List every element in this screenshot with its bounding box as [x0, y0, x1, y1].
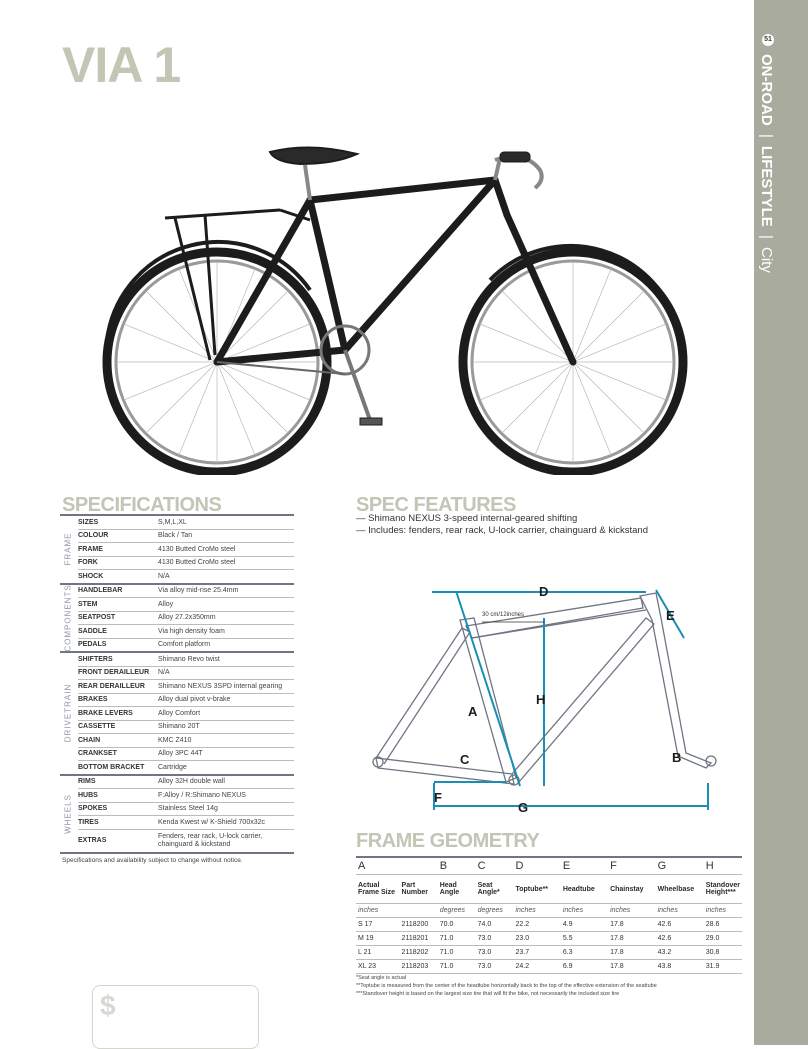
- geo-header: Standover Height***: [704, 875, 742, 904]
- spec-group-wheels: [60, 774, 294, 852]
- spec-key: STEM: [78, 600, 98, 608]
- header-row: [356, 875, 742, 904]
- price-box: [92, 985, 259, 1049]
- geo-cell: 17.8: [608, 932, 656, 946]
- spec-row: [78, 653, 294, 667]
- spec-row: [78, 734, 294, 748]
- spec-row: [78, 816, 294, 830]
- spec-key: BOTTOM BRACKET: [78, 763, 145, 771]
- geo-letter: C: [476, 857, 514, 875]
- geo-letter: A: [356, 857, 400, 875]
- spec-key: CASSETTE: [78, 723, 116, 731]
- label-g: G: [518, 800, 529, 815]
- label-b: B: [672, 750, 682, 765]
- geo-letter: D: [514, 857, 561, 875]
- spec-value: 4130 Butted CroMo steel: [158, 545, 236, 553]
- geo-cell: 70.0: [438, 918, 476, 932]
- table-row: [356, 960, 742, 974]
- spec-value: Stainless Steel 14g: [158, 805, 218, 813]
- geo-unit: inches: [704, 904, 742, 918]
- geometry-diagram: [356, 578, 746, 823]
- spec-key: HUBS: [78, 791, 98, 799]
- geo-cell: 2118202: [400, 946, 438, 960]
- category-label: ON-ROAD: [758, 54, 775, 126]
- spec-row: [78, 570, 294, 583]
- label-c: C: [460, 752, 470, 767]
- spec-row: [78, 748, 294, 762]
- spec-row: [78, 557, 294, 571]
- geo-cell: 6.9: [561, 960, 608, 974]
- spec-row: [78, 830, 294, 852]
- geo-cell: 71.0: [438, 946, 476, 960]
- footnote: *Seat angle is actual: [356, 975, 407, 981]
- spec-key: REAR DERAILLEUR: [78, 682, 145, 690]
- spec-key: SHOCK: [78, 572, 104, 580]
- spec-group-drivetrain: [60, 651, 294, 774]
- geo-cell: 24.2: [514, 960, 561, 974]
- spec-key: CHAIN: [78, 736, 101, 744]
- geo-cell: 17.8: [608, 918, 656, 932]
- geo-cell: 5.5: [561, 932, 608, 946]
- geo-unit: inches: [561, 904, 608, 918]
- label-d: D: [539, 584, 549, 599]
- spec-row: [78, 543, 294, 557]
- grip: [500, 152, 530, 162]
- geo-cell: S 17: [356, 918, 400, 932]
- geo-cell: 23.0: [514, 932, 561, 946]
- spec-row: [78, 612, 294, 626]
- footnote: ***Standover height is based on the largest size tire that will fit the bike, not necessarily the included size tire: [356, 991, 620, 997]
- geo-header: Toptube**: [514, 875, 561, 904]
- geometry-footnotes: [356, 974, 657, 998]
- spec-key: RIMS: [78, 778, 96, 786]
- geo-unit: inches: [356, 904, 400, 918]
- spec-key: HANDLEBAR: [78, 587, 123, 595]
- feature-item: — Includes: fenders, rear rack, U-lock carrier, chainguard & kickstand: [356, 525, 648, 536]
- bike-image: [95, 140, 700, 475]
- spec-row: [78, 776, 294, 790]
- geo-cell: 42.6: [656, 932, 704, 946]
- geo-letter: B: [438, 857, 476, 875]
- geo-cell: 74.0: [476, 918, 514, 932]
- geo-cell: 2118203: [400, 960, 438, 974]
- geo-letter: E: [561, 857, 608, 875]
- group-label: WHEELS: [63, 793, 73, 834]
- geo-unit: inches: [608, 904, 656, 918]
- geo-cell: 22.2: [514, 918, 561, 932]
- spec-key: SIZES: [78, 518, 99, 526]
- geo-unit: degrees: [438, 904, 476, 918]
- geo-header: Chainstay: [608, 875, 656, 904]
- geo-cell: 2118201: [400, 932, 438, 946]
- spec-value: Cartridge: [158, 763, 187, 771]
- spec-table: [60, 514, 294, 854]
- geo-cell: 73.0: [476, 946, 514, 960]
- spec-value: Shimano NEXUS 3SPD internal gearing: [158, 682, 283, 690]
- geo-unit: [400, 904, 438, 918]
- spec-features-list: [356, 513, 648, 537]
- label-a: A: [468, 704, 478, 719]
- geo-cell: 31.9: [704, 960, 742, 974]
- group-label: DRIVETRAIN: [63, 684, 73, 743]
- spec-row: [78, 680, 294, 694]
- top-tube-label: 30 cm/12inches: [482, 612, 525, 618]
- geo-cell: 2118200: [400, 918, 438, 932]
- units-row: [356, 904, 742, 918]
- spec-key: SHIFTERS: [78, 655, 113, 663]
- spec-value: KMC Z410: [158, 736, 192, 744]
- spec-value: Alloy: [158, 600, 174, 608]
- spec-value: S,M,L,XL: [158, 518, 187, 526]
- subcategory-label: LIFESTYLE: [758, 145, 775, 227]
- frame-geometry-heading: FRAME GEOMETRY: [356, 830, 540, 852]
- spec-value: Comfort platform: [158, 641, 211, 649]
- spec-key: SADDLE: [78, 627, 107, 635]
- spec-value: F:Alloy / R:Shimano NEXUS: [158, 791, 246, 799]
- spec-value: N/A: [158, 669, 170, 677]
- table-row: [356, 932, 742, 946]
- spec-value: Alloy Comfort: [158, 709, 201, 717]
- geometry-table: [356, 856, 742, 974]
- spec-row: [78, 789, 294, 803]
- spec-key: CRANKSET: [78, 750, 117, 758]
- spec-key: BRAKES: [78, 696, 108, 704]
- geo-letter: H: [704, 857, 742, 875]
- spec-value: Kenda Kwest w/ K-Shield 700x32c: [158, 818, 266, 826]
- spec-key: SPOKES: [78, 805, 108, 813]
- geo-cell: 43.8: [656, 960, 704, 974]
- geo-cell: 28.6: [704, 918, 742, 932]
- geo-cell: 73.0: [476, 960, 514, 974]
- geo-header: Part Number: [400, 875, 438, 904]
- specifications-heading: SPECIFICATIONS: [62, 494, 222, 516]
- geo-cell: 73.0: [476, 932, 514, 946]
- geo-header: Headtube: [561, 875, 608, 904]
- spec-key: COLOUR: [78, 532, 109, 540]
- geo-unit: inches: [514, 904, 561, 918]
- spec-row: [78, 516, 294, 530]
- geo-header: Actual Frame Size: [356, 875, 400, 904]
- spec-value: Alloy dual pivot v-brake: [158, 696, 231, 704]
- spec-key: SEATPOST: [78, 614, 116, 622]
- spec-key: FORK: [78, 559, 98, 567]
- label-f: F: [434, 790, 442, 805]
- geo-cell: 29.0: [704, 932, 742, 946]
- spec-row: [78, 803, 294, 817]
- spec-value: Alloy 27.2x350mm: [158, 614, 216, 622]
- spec-value: Alloy 32H double wall: [158, 778, 225, 786]
- spec-value: Shimano 20T: [158, 723, 200, 731]
- dollar-icon: $: [100, 990, 116, 1021]
- geo-unit: degrees: [476, 904, 514, 918]
- geo-cell: 43.2: [656, 946, 704, 960]
- geo-header: Head Angle: [438, 875, 476, 904]
- spec-row: [78, 721, 294, 735]
- geo-cell: 71.0: [438, 932, 476, 946]
- label-h: H: [536, 692, 546, 707]
- geo-cell: 17.8: [608, 960, 656, 974]
- geo-letter: F: [608, 857, 656, 875]
- geo-cell: 6.3: [561, 946, 608, 960]
- spec-value: 4130 Butted CroMo steel: [158, 559, 236, 567]
- geo-cell: 30.8: [704, 946, 742, 960]
- geo-cell: 71.0: [438, 960, 476, 974]
- spec-group-frame: [60, 514, 294, 583]
- dimension-lines: [432, 590, 708, 810]
- saddle: [270, 147, 357, 164]
- spec-row: [78, 530, 294, 544]
- spec-value: Fenders, rear rack, U-lock carrier, chainguard & kickstand: [158, 832, 263, 848]
- spec-key: EXTRAS: [78, 837, 107, 844]
- page-number: 51: [762, 34, 774, 46]
- spec-row: [78, 761, 294, 774]
- page-title: VIA 1: [62, 37, 181, 93]
- seatpost: [305, 165, 310, 200]
- geo-cell: 4.9: [561, 918, 608, 932]
- geo-header: Seat Angle*: [476, 875, 514, 904]
- spec-row: [78, 625, 294, 639]
- spec-key: FRONT DERAILLEUR: [78, 669, 150, 677]
- label-e: E: [666, 608, 675, 623]
- geo-letter: G: [656, 857, 704, 875]
- spec-row: [78, 639, 294, 652]
- spec-key: FRAME: [78, 545, 103, 553]
- spec-key: PEDALS: [78, 641, 107, 649]
- geo-cell: M 19: [356, 932, 400, 946]
- spec-row: [78, 694, 294, 708]
- spec-value: Shimano Revo twist: [158, 655, 220, 663]
- spec-value: Via alloy mid-rise 25.4mm: [158, 587, 239, 595]
- spec-key: BRAKE LEVERS: [78, 709, 133, 717]
- geo-header: Wheelbase: [656, 875, 704, 904]
- spec-row: [78, 667, 294, 681]
- group-label: FRAME: [63, 532, 73, 566]
- category-separator-2: |: [758, 234, 775, 239]
- spec-row: [78, 598, 294, 612]
- geo-letter: [400, 857, 438, 875]
- spec-value: Via high density foam: [158, 627, 225, 635]
- spec-value: Black / Tan: [158, 532, 193, 540]
- category-separator: |: [758, 133, 775, 138]
- feature-item: — Shimano NEXUS 3-speed internal-geared shifting: [356, 513, 578, 524]
- geo-cell: 17.8: [608, 946, 656, 960]
- table-row: [356, 946, 742, 960]
- group-label: COMPONENTS: [63, 584, 73, 652]
- spec-features-heading: SPEC FEATURES: [356, 494, 516, 516]
- geo-cell: 23.7: [514, 946, 561, 960]
- table-row: [356, 918, 742, 932]
- spec-value: Alloy 3PC 44T: [158, 750, 203, 758]
- spec-key: TIRES: [78, 818, 99, 826]
- spec-value: N/A: [158, 572, 170, 580]
- letters-row: [356, 857, 742, 875]
- geo-cell: L 21: [356, 946, 400, 960]
- geo-cell: 42.6: [656, 918, 704, 932]
- spec-note: Specifications and availability subject to change without notice.: [62, 857, 243, 864]
- type-label: City: [758, 247, 775, 273]
- footnote: **Toptube is measured from the center of the headtube horizontally back to the top of the effective extension of the seattube: [356, 983, 657, 989]
- geo-unit: inches: [656, 904, 704, 918]
- pedal: [360, 418, 382, 425]
- side-category: [758, 54, 775, 273]
- spec-row: [78, 707, 294, 721]
- geo-cell: XL 23: [356, 960, 400, 974]
- spec-group-components: [60, 583, 294, 652]
- spec-row: [78, 585, 294, 599]
